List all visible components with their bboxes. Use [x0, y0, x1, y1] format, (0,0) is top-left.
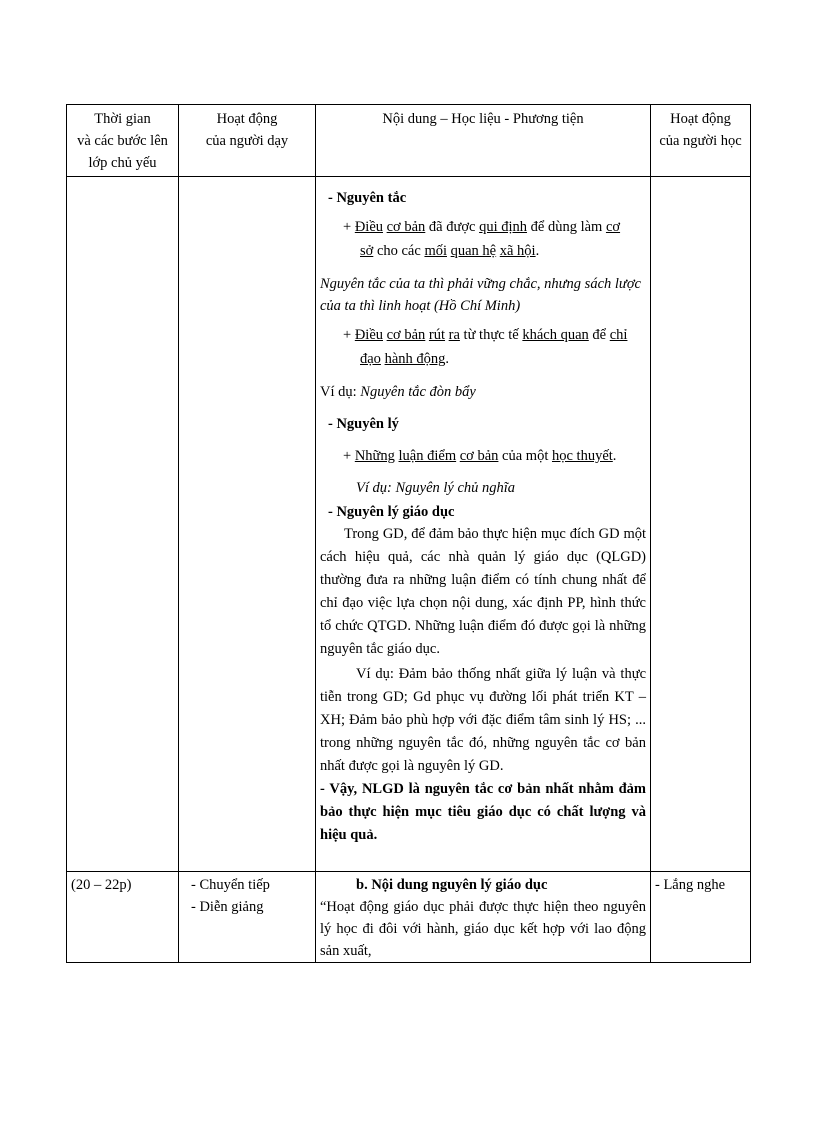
paragraph-nguyen-tac-giao-duc: Trong GD, để đảm bảo thực hiện mục đích GD một cách hiệu quả, các nhà quản lý giáo dục (QLGD) thường đưa ra những luận điểm có tính chung nhất để chỉ đạo việc lựa chọn nội dung, xác định PP, hình thức tổ chức QTGD. Những luận điểm đó được gọi là những nguyên tắc giáo dục.	[320, 526, 646, 657]
header-teacher-activity: Hoạt động của người dạy	[179, 105, 316, 177]
teacher-activity-item: - Diễn giảng	[191, 899, 264, 915]
heading-nguyen-ly: - Nguyên lý	[328, 416, 399, 432]
teacher-activity-item: - Chuyển tiếp	[191, 877, 270, 893]
row2-time-cell: (20 – 22p)	[67, 872, 179, 963]
section-title-noi-dung-nlgd: b. Nội dung nguyên lý giáo dục	[356, 877, 548, 893]
heading-nguyen-tac: - Nguyên tắc	[328, 190, 407, 206]
heading-nguyen-ly-giao-duc: - Nguyên lý giáo dục	[328, 504, 455, 520]
point-nguyen-ly: + Những luận điểm cơ bản của một học thuyết.	[343, 448, 617, 464]
quote-ho-chi-minh: Nguyên tắc của ta thì phải vững chắc, nhưng sách lược của ta thì linh hoạt (Hồ Chí Minh)	[320, 276, 641, 314]
table-row	[67, 872, 751, 963]
conclusion-nlgd: - Vậy, NLGD là nguyên tắc cơ bản nhất nhằm đảm bảo thực hiện mục tiêu giáo dục có chất lượng và hiệu quả.	[320, 781, 646, 843]
header-learner-activity: Hoạt động của người học	[651, 105, 751, 177]
paragraph-noi-dung-nlgd: “Hoạt động giáo dục phải được thực hiện theo nguyên lý học đi đôi với hành, giáo dục kết hợp với lao động sản xuất,	[320, 899, 646, 959]
lesson-plan-table	[66, 104, 751, 963]
point-nguyen-tac-2: + Điều cơ bản rút ra từ thực tế khách quan để chỉ đạo hành động.	[343, 327, 628, 367]
example-nguyen-ly-chu-nghia: Ví dụ: Nguyên lý chủ nghĩa	[356, 480, 516, 496]
paragraph-vi-du-nlgd: Ví dụ: Đảm bảo thống nhất giữa lý luận và thực tiễn trong GD; Gd phục vụ đường lối phát triển KT – XH; Đảm bảo phù hợp với đặc điểm tâm sinh lý HS; ... trong những nguyên tắc đó, những nguyên tắc cơ bản nhất được gọi là nguyên lý GD.	[320, 666, 646, 774]
row2-teacher-cell	[179, 872, 316, 963]
row2-learner-cell: - Lắng nghe	[651, 872, 751, 963]
row2-content-cell	[316, 872, 651, 963]
row1-learner-cell	[651, 177, 751, 872]
table-header-row	[67, 105, 751, 177]
table-row	[67, 177, 751, 872]
row1-teacher-cell	[179, 177, 316, 872]
row1-content-cell	[316, 177, 651, 872]
example-don-bay: Ví dụ: Nguyên tắc đòn bẩy	[320, 384, 476, 400]
row1-time-cell	[67, 177, 179, 872]
header-time-steps: Thời gian và các bước lên lớp chủ yếu	[67, 105, 179, 177]
header-content: Nội dung – Học liệu - Phương tiện	[316, 105, 651, 177]
point-nguyen-tac-1: + Điều cơ bản đã được qui định để dùng làm cơ sở cho các mối quan hệ xã hội.	[343, 219, 621, 259]
